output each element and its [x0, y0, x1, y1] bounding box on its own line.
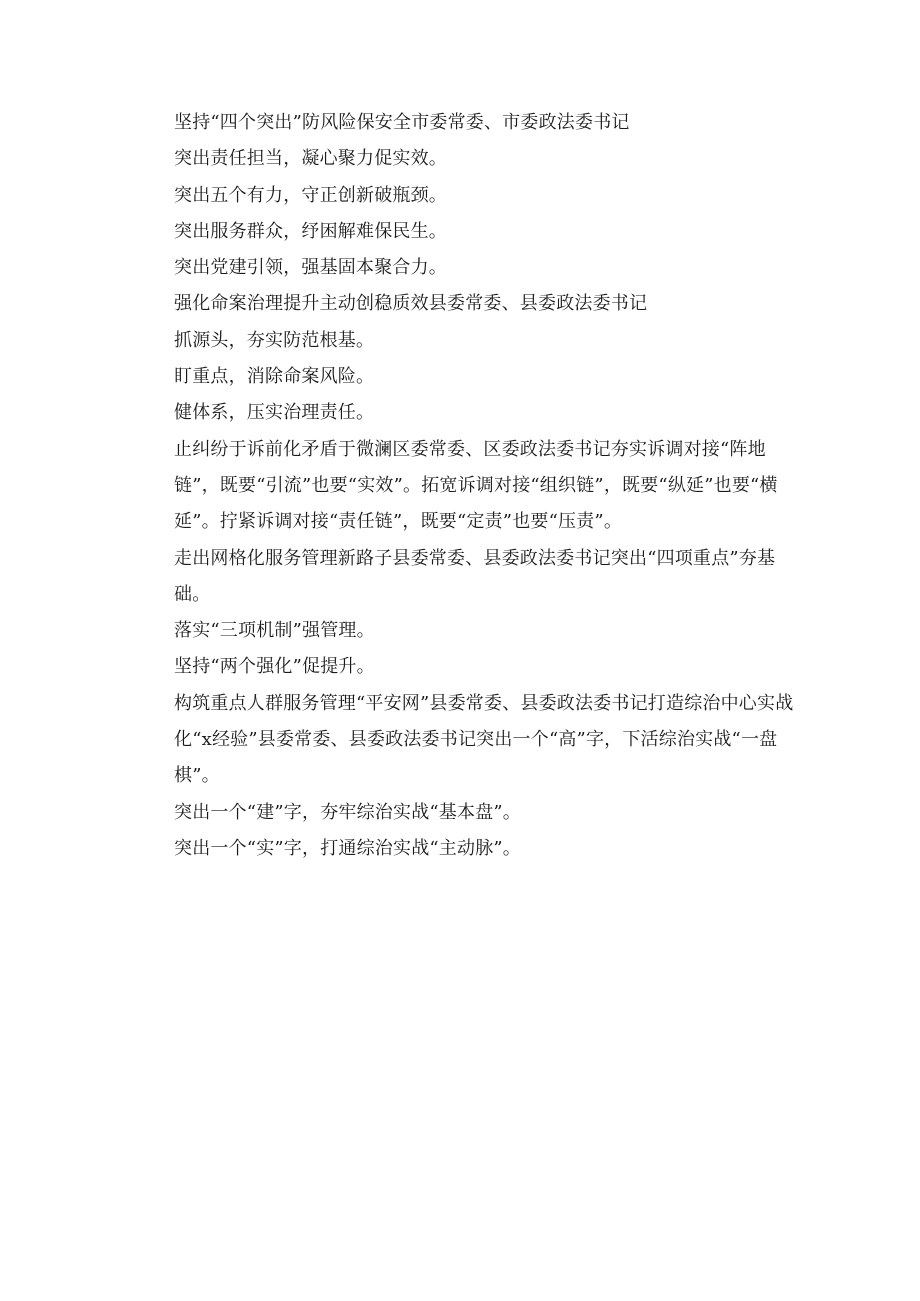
paragraph-safety-net: 构筑重点人群服务管理“平安网”县委常委、县委政法委书记打造综治中心实战化“x经验”县委常委、县委政法委书记突出一个“高”字，下活综治实战“一盘棋”。 [174, 692, 794, 787]
paragraph: 坚持“两个强化”促提升。 [174, 656, 375, 678]
paragraph: 突出服务群众，纾困解难保民生。 [174, 220, 447, 242]
paragraph: 落实“三项机制”强管理。 [174, 620, 375, 642]
paragraph-heading-four-highlights: 坚持“四个突出”防风险保安全市委常委、市委政法委书记 [174, 112, 630, 133]
paragraph: 突出责任担当，凝心聚力促实效。 [174, 148, 447, 170]
paragraph-grid-management: 走出网格化服务管理新路子县委常委、县委政法委书记突出“四项重点”夯基础。 [174, 547, 776, 605]
paragraph-dispute-resolution: 止纠纷于诉前化矛盾于微澜区委常委、区委政法委书记夯实诉调对接“阵地链”，既要“引流”也要“实效”。拓宽诉调对接“组织链”，既要“纵延”也要“横延”。拧紧诉调对接“责任链”，既要“定责”也要“压责”。 [174, 438, 778, 533]
document-body [174, 105, 794, 867]
paragraph: 突出党建引领，强基固本聚合力。 [174, 257, 447, 279]
paragraph: 健体系，压实治理责任。 [174, 402, 375, 424]
paragraph: 突出一个“实”字，打通综治实战“主动脉”。 [174, 837, 522, 859]
paragraph: 抓源头，夯实防范根基。 [174, 329, 375, 351]
paragraph: 突出五个有力，守正创新破瓶颈。 [174, 184, 447, 206]
paragraph: 突出一个“建”字，夯牢综治实战“基本盘”。 [174, 801, 522, 823]
paragraph: 盯重点，消除命案风险。 [174, 366, 375, 388]
paragraph-heading-homicide-governance: 强化命案治理提升主动创稳质效县委常委、县委政法委书记 [174, 293, 648, 315]
